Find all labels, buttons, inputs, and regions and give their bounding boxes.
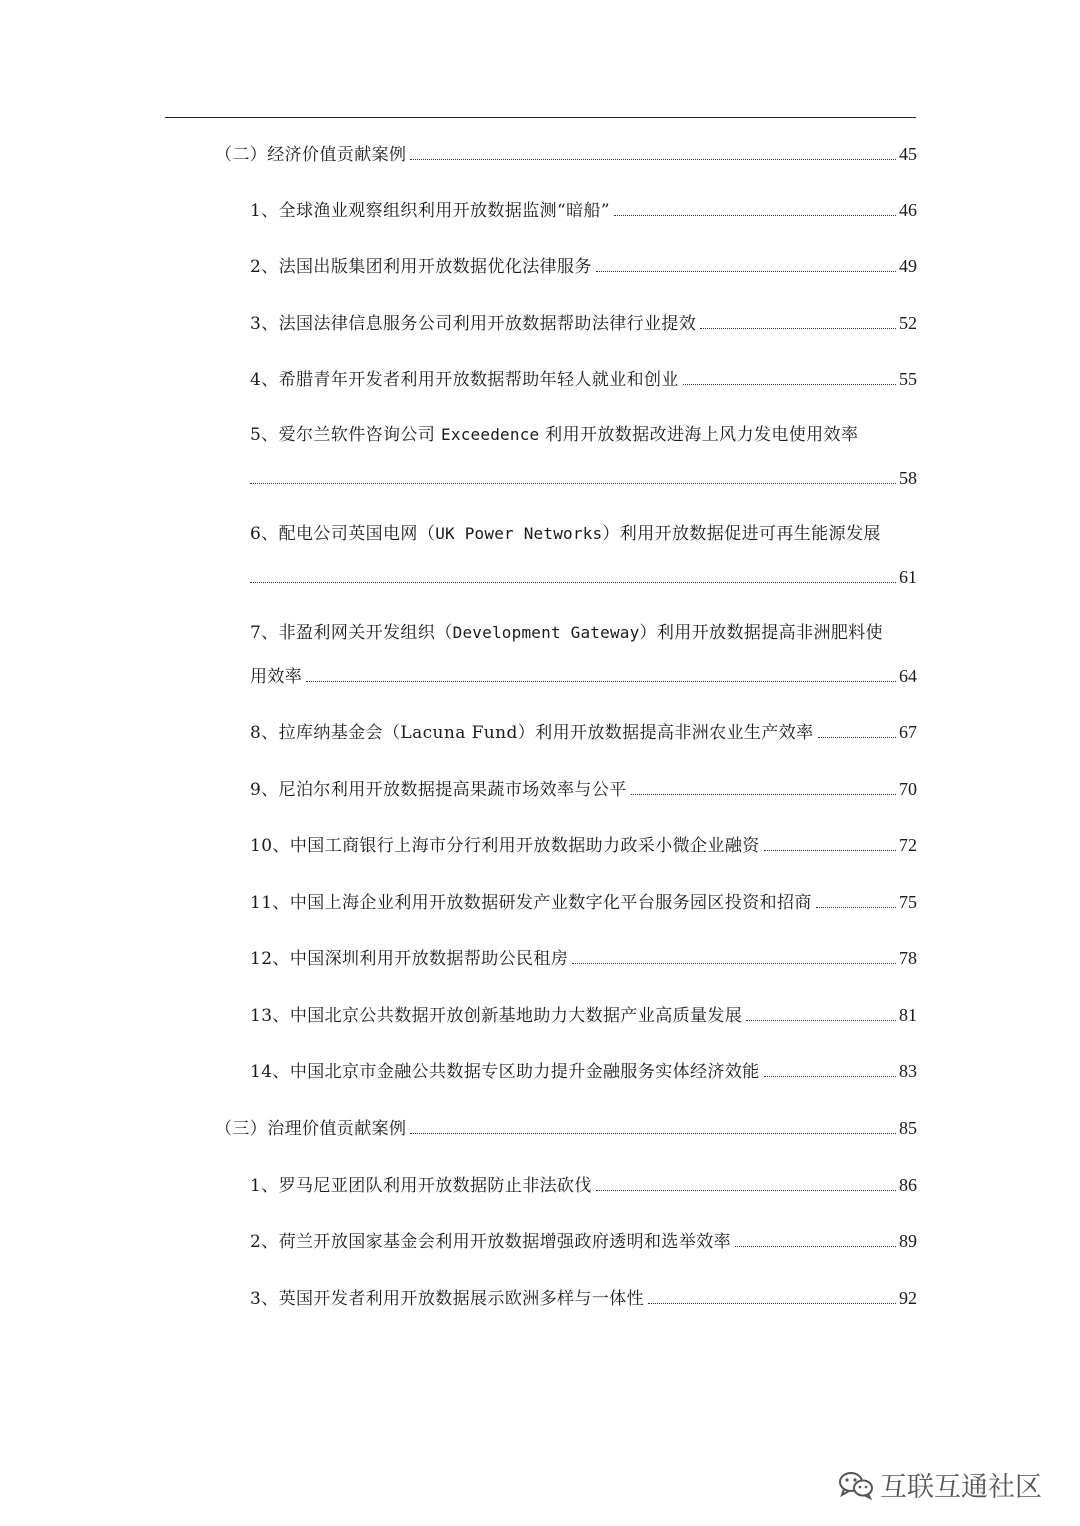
toc-leader-dots (746, 1020, 896, 1021)
toc-item[interactable] (250, 1174, 917, 1197)
toc-item-title-part: UK Power Networks (435, 524, 603, 543)
toc-leader-dots (683, 384, 896, 385)
toc-leader-dots (410, 159, 896, 160)
toc-item-line1[interactable] (250, 424, 917, 446)
toc-page-number: 55 (899, 369, 917, 389)
toc-page-number: 58 (899, 468, 917, 488)
toc-leader-dots (250, 483, 896, 484)
toc-page-number: 92 (899, 1288, 917, 1308)
toc-item[interactable] (250, 255, 917, 278)
toc-item-title: 11、中国上海企业利用开放数据研发产业数字化平台服务园区投资和招商 (250, 893, 812, 913)
toc-leader-dots (250, 582, 896, 583)
toc-leader-dots (764, 850, 896, 851)
toc-item-title-part: 利用开放数据改进海上风力发电使用效率 (545, 425, 859, 445)
toc-item[interactable] (250, 199, 917, 222)
toc-page-number: 70 (899, 779, 917, 799)
toc-item[interactable] (250, 1230, 917, 1253)
toc-leader-dots (596, 1190, 896, 1191)
toc-item[interactable] (250, 312, 917, 335)
toc-item[interactable] (250, 1004, 917, 1027)
toc-item-line1[interactable] (250, 622, 917, 644)
toc-item[interactable] (250, 834, 917, 857)
toc-item-title: 10、中国工商银行上海市分行利用开放数据助力政采小微企业融资 (250, 836, 760, 856)
toc-item-title: 13、中国北京公共数据开放创新基地助力大数据产业高质量发展 (250, 1006, 743, 1026)
toc-item[interactable] (250, 1287, 917, 1310)
toc-page-number: 72 (899, 835, 917, 855)
toc-leader-dots (596, 271, 896, 272)
toc-item-title: 1、全球渔业观察组织利用开放数据监测“暗船” (250, 201, 610, 221)
toc-page-number: 78 (899, 948, 917, 968)
toc-page-number: 86 (899, 1175, 917, 1195)
toc-page-number: 75 (899, 892, 917, 912)
toc-leader-dots (572, 963, 896, 964)
toc-page-number: 81 (899, 1005, 917, 1025)
toc-item-title-part: ）利用开放数据提高非洲肥料使 (639, 623, 884, 643)
toc-item-title-part: 6、配电公司英国电网（ (250, 524, 436, 544)
toc-item-title: 8、拉库纳基金会（Lacuna Fund）利用开放数据提高非洲农业生产效率 (250, 723, 814, 743)
toc-section-title: （三）治理价值贡献案例 (215, 1119, 407, 1139)
toc-item-line1[interactable] (250, 523, 917, 545)
toc-leader-dots (700, 328, 896, 329)
toc-page-number: 67 (899, 722, 917, 742)
toc-leader-dots (735, 1246, 896, 1247)
toc-item-title: 12、中国深圳利用开放数据帮助公民租房 (250, 949, 569, 969)
toc-leader-dots (816, 907, 896, 908)
toc-item-title: 9、尼泊尔利用开放数据提高果蔬市场效率与公平 (250, 780, 627, 800)
toc-leader-dots (764, 1076, 896, 1077)
toc-item-title-part: Development Gateway (452, 623, 640, 642)
toc-item-line2[interactable] (250, 467, 917, 489)
toc-leader-dots (648, 1303, 896, 1304)
toc-item-title: 3、法国法律信息服务公司利用开放数据帮助法律行业提效 (250, 314, 697, 334)
toc-item-line2[interactable] (250, 566, 917, 588)
toc-page-number: 64 (899, 666, 917, 686)
toc-leader-dots (614, 215, 896, 216)
toc-item-title: 2、法国出版集团利用开放数据优化法律服务 (250, 257, 592, 277)
toc-page-number: 46 (899, 200, 917, 220)
toc-item-title: 2、荷兰开放国家基金会利用开放数据增强政府透明和选举效率 (250, 1232, 732, 1252)
toc-page-number: 85 (899, 1118, 917, 1138)
toc-item-title: 14、中国北京市金融公共数据专区助力提升金融服务实体经济效能 (250, 1062, 760, 1082)
toc-item[interactable] (250, 778, 917, 801)
wechat-icon (838, 1470, 874, 1500)
toc-item-title-part: 用效率 (250, 667, 303, 687)
toc-leader-dots (631, 794, 896, 795)
toc-leader-dots (410, 1133, 896, 1134)
toc-page-number: 52 (899, 313, 917, 333)
toc-item-title-part: 5、爱尔兰软件咨询公司 (250, 425, 436, 445)
toc-item[interactable] (250, 1060, 917, 1083)
toc-leader-dots (306, 681, 896, 682)
toc-item-title: 1、罗马尼亚团队利用开放数据防止非法砍伐 (250, 1176, 592, 1196)
toc-item-title: 4、希腊青年开发者利用开放数据帮助年轻人就业和创业 (250, 370, 679, 390)
toc-item[interactable] (250, 368, 917, 391)
toc-page-number: 61 (899, 567, 917, 587)
toc-section-economic[interactable] (215, 143, 917, 166)
toc-item[interactable] (250, 891, 917, 914)
toc-item[interactable] (250, 947, 917, 970)
toc-item[interactable] (250, 721, 917, 744)
toc-item-title: 3、英国开发者利用开放数据展示欧洲多样与一体性 (250, 1289, 645, 1309)
toc-page-number: 49 (899, 256, 917, 276)
header-rule (165, 117, 916, 118)
toc-item-line2[interactable] (250, 665, 917, 688)
toc-item-title-part: ）利用开放数据促进可再生能源发展 (602, 524, 881, 544)
toc-page-number: 83 (899, 1061, 917, 1081)
toc-item-title-part: 7、非盈利网关开发组织（ (250, 623, 453, 643)
toc-page-number: 89 (899, 1231, 917, 1251)
watermark-text: 互联互通社区 (880, 1472, 1042, 1503)
toc-leader-dots (818, 737, 896, 738)
toc-section-governance[interactable] (215, 1117, 917, 1140)
toc-section-title: （二）经济价值贡献案例 (215, 145, 407, 165)
toc-item-title-part: Exceedence (441, 425, 540, 444)
watermark (838, 1465, 1042, 1504)
toc-page-number: 45 (899, 144, 917, 164)
